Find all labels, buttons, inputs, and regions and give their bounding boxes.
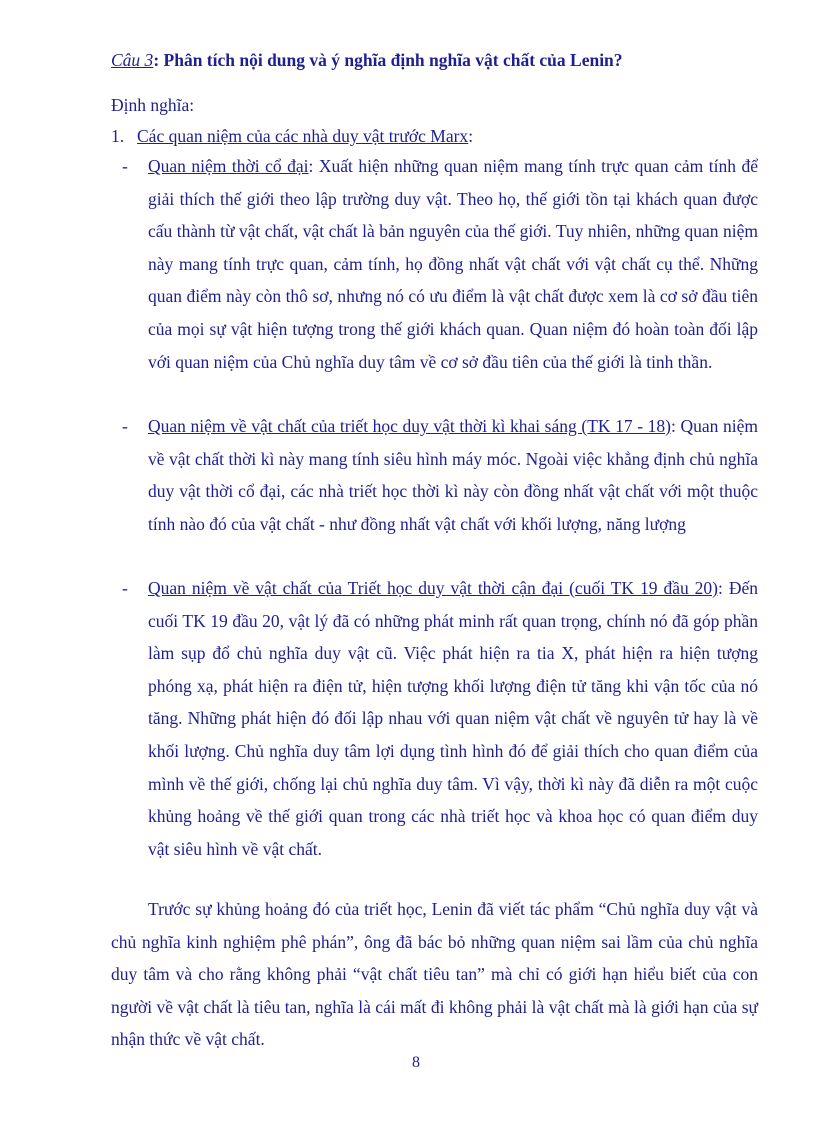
bullet-body: : Quan niệm về vật chất thời kì này mang tính siêu hình máy móc. Ngoài việc khẳng định chủ nghĩa duy vật thời cổ đại, các nhà triết học thời kì này còn đồng nhất vật chất với một thuộc tính nào đó của vật chất - như đồng nhất vật chất với khối lượng, năng lượng [148,416,758,534]
lenin-paragraph: Trước sự khủng hoảng đó của triết học, Lenin đã viết tác phẩm “Chủ nghĩa duy vật và chủ nghĩa kinh nghiệm phê phán”, ông đã bác bỏ những quan niệm sai lầm của chủ nghĩa duy tâm và cho rằng không phải “vật chất tiêu tan” mà chỉ có giới hạn hiểu biết của con người về vật chất là tiêu tan, nghĩa là cái mất đi không phải là vật chất mà là giới hạn của sự nhận thức về vật chất. [111,899,758,1050]
question-heading [111,46,761,74]
bullet-item-enlightenment [122,410,758,540]
section-colon: : [468,126,474,146]
bullet-item-modern [122,572,758,865]
bullet-dash: - [122,156,128,176]
bullet-dash: - [122,416,128,436]
bullet-item-ancient [122,150,758,378]
bullet-title: Quan niệm thời cổ đại [148,156,309,176]
definition-heading: Định nghĩa: [111,95,195,115]
page-number: 8 [412,1054,420,1071]
section-number: 1. [111,126,125,146]
question-label: Câu 3 [111,50,154,70]
section-heading [111,122,473,150]
bullet-dash: - [122,578,128,598]
bullet-body: : Đến cuối TK 19 đầu 20, vật lý đã có những phát minh rất quan trọng, chính nó đã góp phần làm sụp đổ chủ nghĩa duy vật cũ. Việc phát hiện ra tia X, phát hiện ra hiện tượng phóng xạ, phát hiện ra điện tử, hiện tượng khối lượng điện tử tăng khi vận tốc của nó tăng. Những phát hiện đó đối lập nhau với quan niệm vật chất về nguyên tử hay là về khối lượng. Chủ nghĩa duy tâm lợi dụng tình hình đó để giải thích cho quan điểm của mình về thế giới, chống lại chủ nghĩa duy tâm. Vì vậy, thời kì này đã diễn ra một cuộc khủng hoảng về thế giới quan trong các nhà triết học và khoa học có quan điểm duy vật siêu hình về vật chất. [148,578,758,859]
question-text: : Phân tích nội dung và ý nghĩa định nghĩa vật chất của Lenin? [153,50,623,70]
section-title: Các quan niệm của các nhà duy vật trước Marx [137,126,469,146]
bullet-body: : Xuất hiện những quan niệm mang tính trực quan cảm tính để giải thích thế giới theo lập trường duy vật. Theo họ, thế giới tồn tại khách quan được cấu thành từ vật chất, vật chất là bản nguyên của thế giới. Tuy nhiên, những quan niệm này mang tính trực quan, cảm tính, họ đồng nhất vật chất với vật chất cụ thể. Những quan điểm này còn thô sơ, nhưng nó có ưu điểm là vật chất được xem là cơ sở đầu tiên của mọi sự vật hiện tượng trong thế giới khách quan. Quan niệm đó hoàn toàn đối lập với quan niệm của Chủ nghĩa duy tâm về cơ sở đầu tiên của thế giới là tinh thần. [148,156,758,372]
bullet-title: Quan niệm về vật chất của Triết học duy vật thời cận đại (cuối TK 19 đầu 20) [148,578,719,598]
bullet-title: Quan niệm về vật chất của triết học duy vật thời kì khai sáng (TK 17 - 18) [148,416,672,436]
